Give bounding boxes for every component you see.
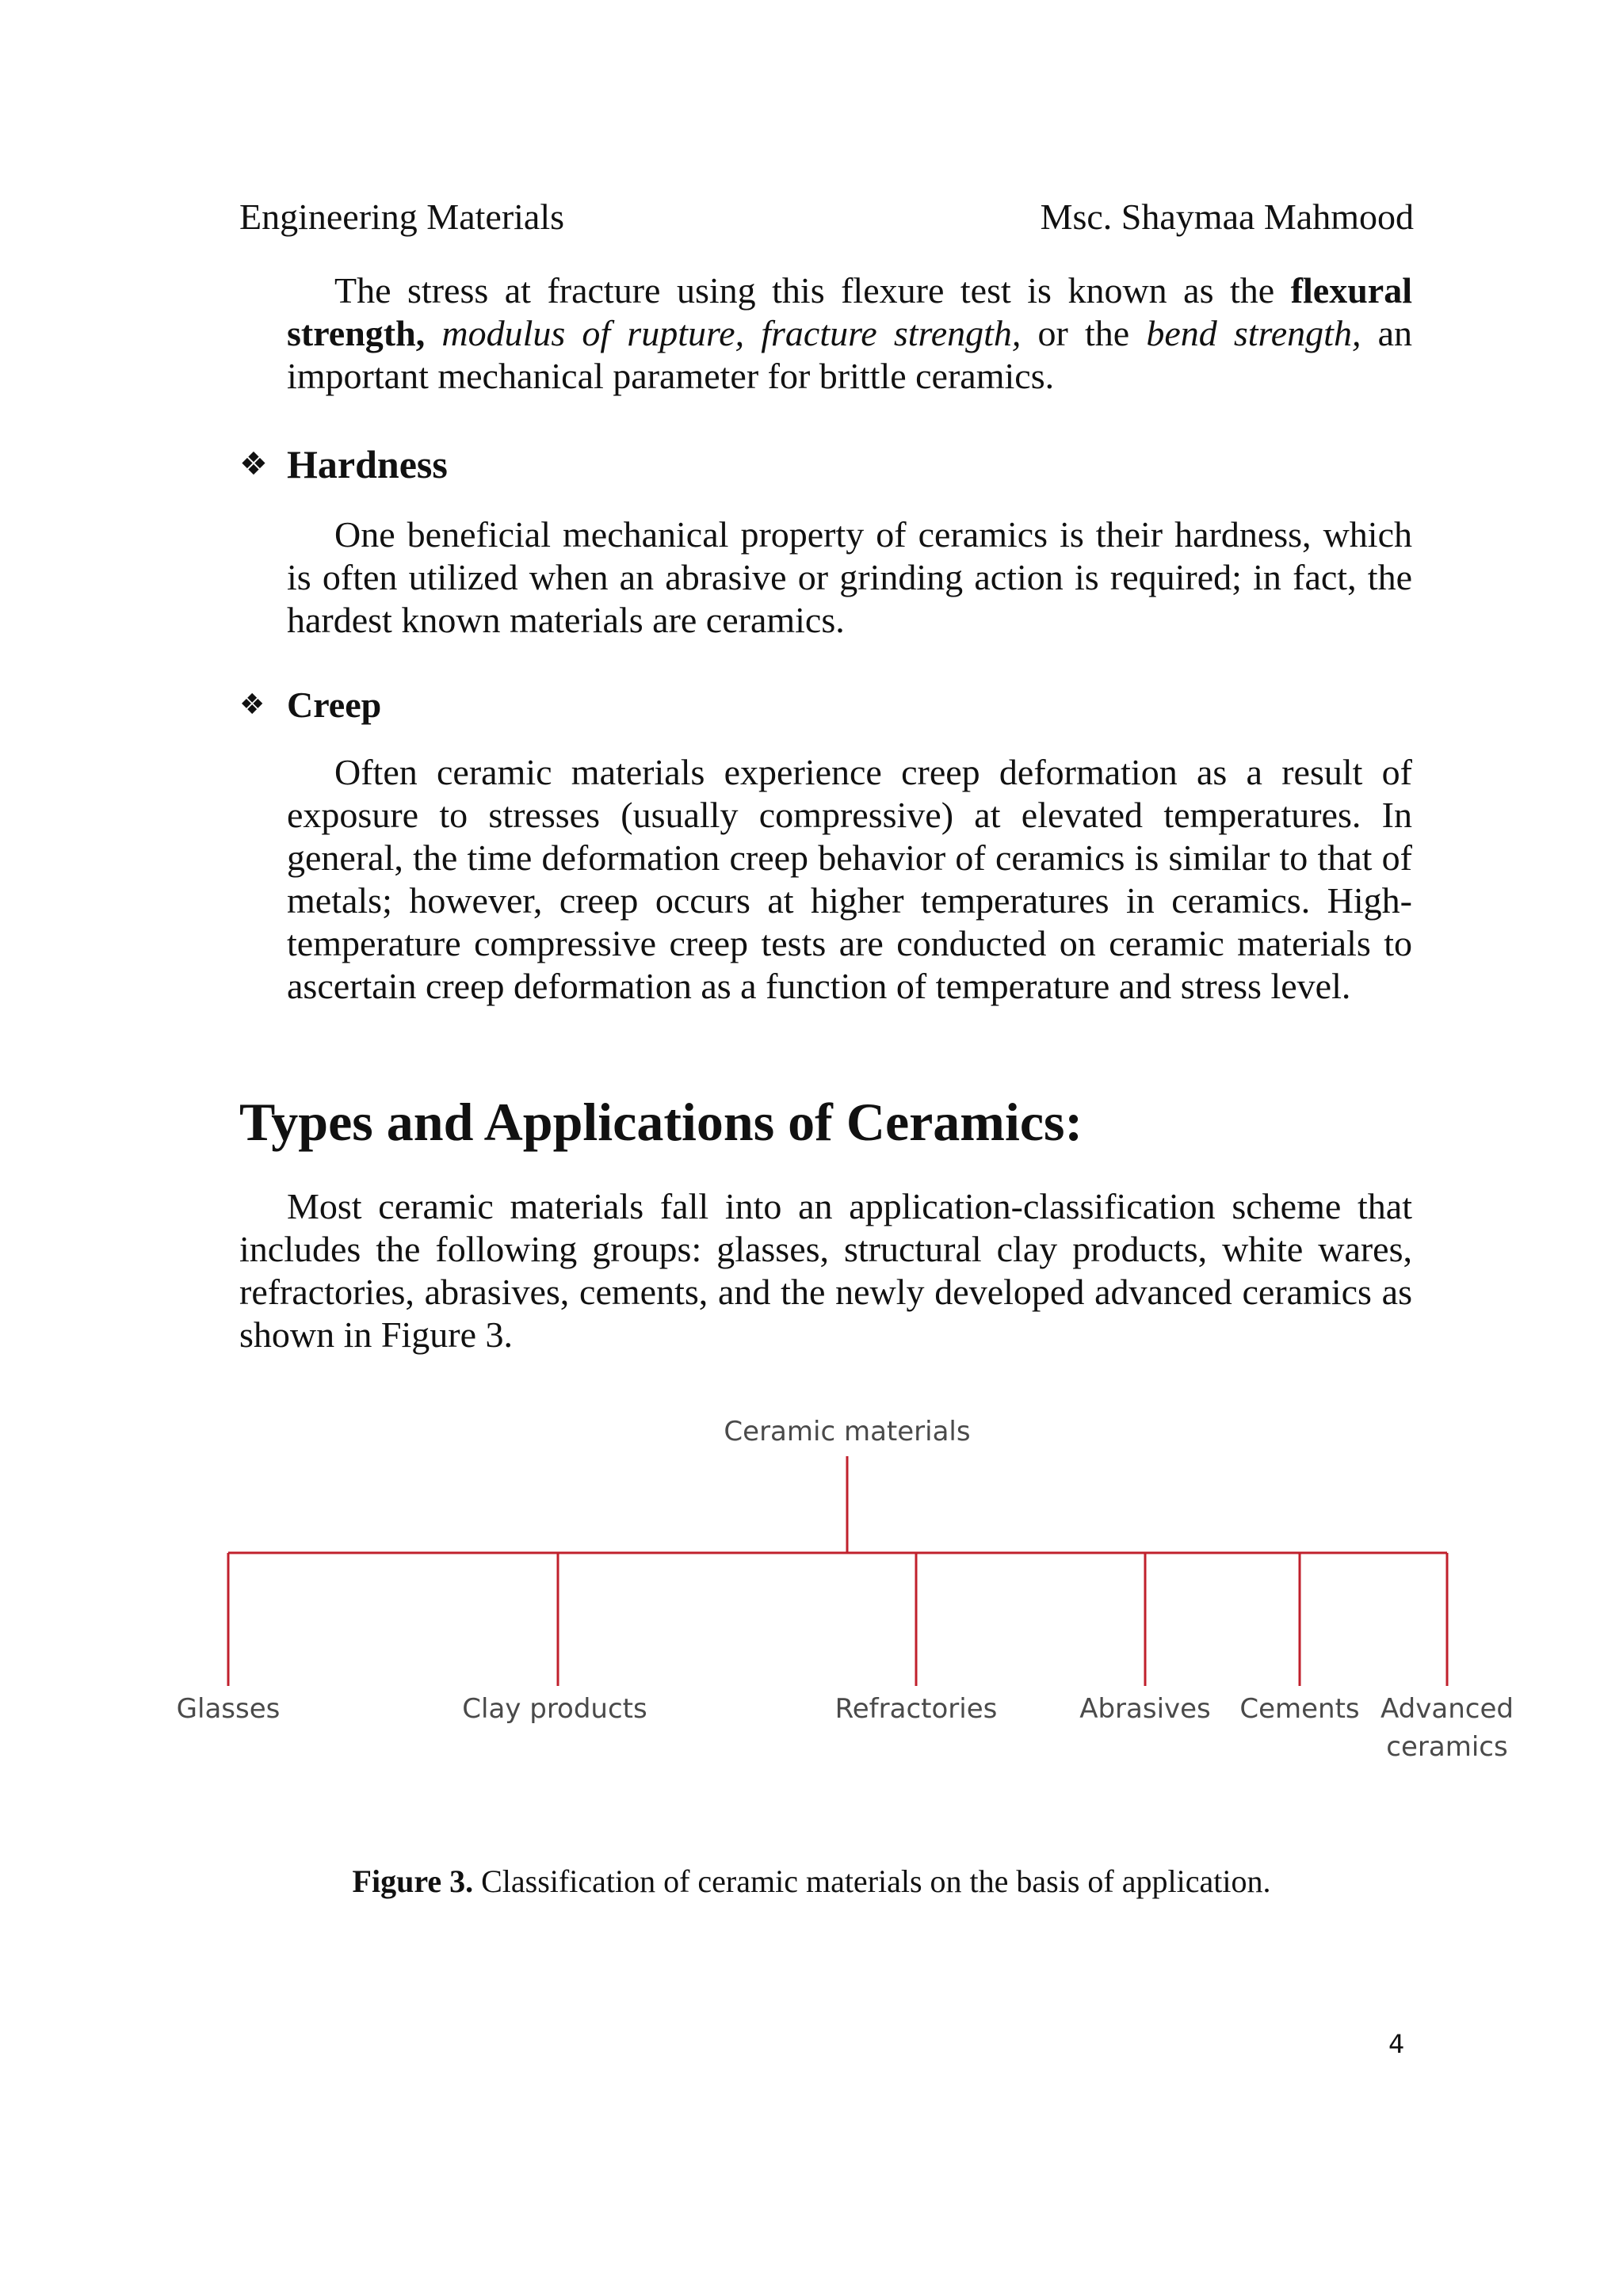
node-clay-products: Clay products bbox=[462, 1693, 647, 1725]
text-run: an important mechanical parameter for brittle ceramics. bbox=[287, 313, 1412, 396]
node-ceramic-materials: Ceramic materials bbox=[724, 1416, 971, 1447]
paragraph-hardness: One beneficial mechanical property of ceramics is their hardness, which is often utilized when an abrasive or grinding action is required; in fact, the hardest known materials are ceramics. bbox=[287, 514, 1412, 640]
figure-label: Figure 3. bbox=[352, 1863, 474, 1899]
text-run: or the bbox=[1021, 313, 1147, 353]
text-run bbox=[425, 313, 441, 353]
text-run: The stress at fracture using this flexure test is known as the bbox=[334, 270, 1291, 311]
node-refractories: Refractories bbox=[834, 1693, 998, 1725]
node-abrasives: Abrasives bbox=[1079, 1693, 1211, 1725]
page-number: 4 bbox=[1388, 2029, 1405, 2059]
paragraph-creep: Often ceramic materials experience creep deformation as a result of exposure to stresses (usually compressive) at elevated temperatures. In general, the time deformation creep behavior of ceramics is similar to that of metals; however, creep occurs at higher temperatures in ceramics. High-temperature compressive creep tests are conducted on ceramic materials to ascertain creep deformation as a function of temperature and stress level. bbox=[287, 752, 1412, 1006]
node-ceramics: ceramics bbox=[1386, 1731, 1508, 1763]
header-author: Msc. Shaymaa Mahmood bbox=[1040, 196, 1414, 237]
heading-creep-text: Creep bbox=[287, 685, 382, 725]
node-advanced: Advanced bbox=[1381, 1693, 1514, 1725]
paragraph-flexural-strength bbox=[287, 269, 1412, 398]
italic-term-bend-strength: bend strength, bbox=[1146, 313, 1361, 353]
tree-diagram-svg bbox=[0, 1394, 1623, 1775]
tree-connector-lines bbox=[228, 1456, 1447, 1686]
node-cements: Cements bbox=[1239, 1693, 1360, 1725]
header-course-title: Engineering Materials bbox=[239, 196, 565, 237]
diamond-bullet-icon: ❖ bbox=[239, 688, 265, 721]
diamond-bullet-icon: ❖ bbox=[239, 446, 268, 482]
bold-term-flexural-strength: flexural strength, bbox=[287, 270, 1412, 353]
node-glasses: Glasses bbox=[176, 1693, 281, 1725]
classification-diagram bbox=[0, 1394, 1623, 1775]
section-title: Types and Applications of Ceramics: bbox=[239, 1092, 1083, 1152]
page-header bbox=[239, 193, 1414, 241]
heading-hardness bbox=[239, 441, 448, 488]
figure-caption-text: Classification of ceramic materials on the basis of application. bbox=[473, 1863, 1271, 1899]
paragraph-types: Most ceramic materials fall into an application-classification scheme that includes the following groups: glasses, structural clay products, white wares, refractories, abrasives, cements, and the newly developed advanced ceramics as shown in Figure 3. bbox=[239, 1186, 1412, 1355]
italic-terms: modulus of rupture, fracture strength, bbox=[441, 313, 1022, 353]
heading-creep bbox=[239, 683, 381, 727]
heading-hardness-text: Hardness bbox=[287, 442, 448, 486]
figure-caption bbox=[0, 1862, 1623, 1901]
